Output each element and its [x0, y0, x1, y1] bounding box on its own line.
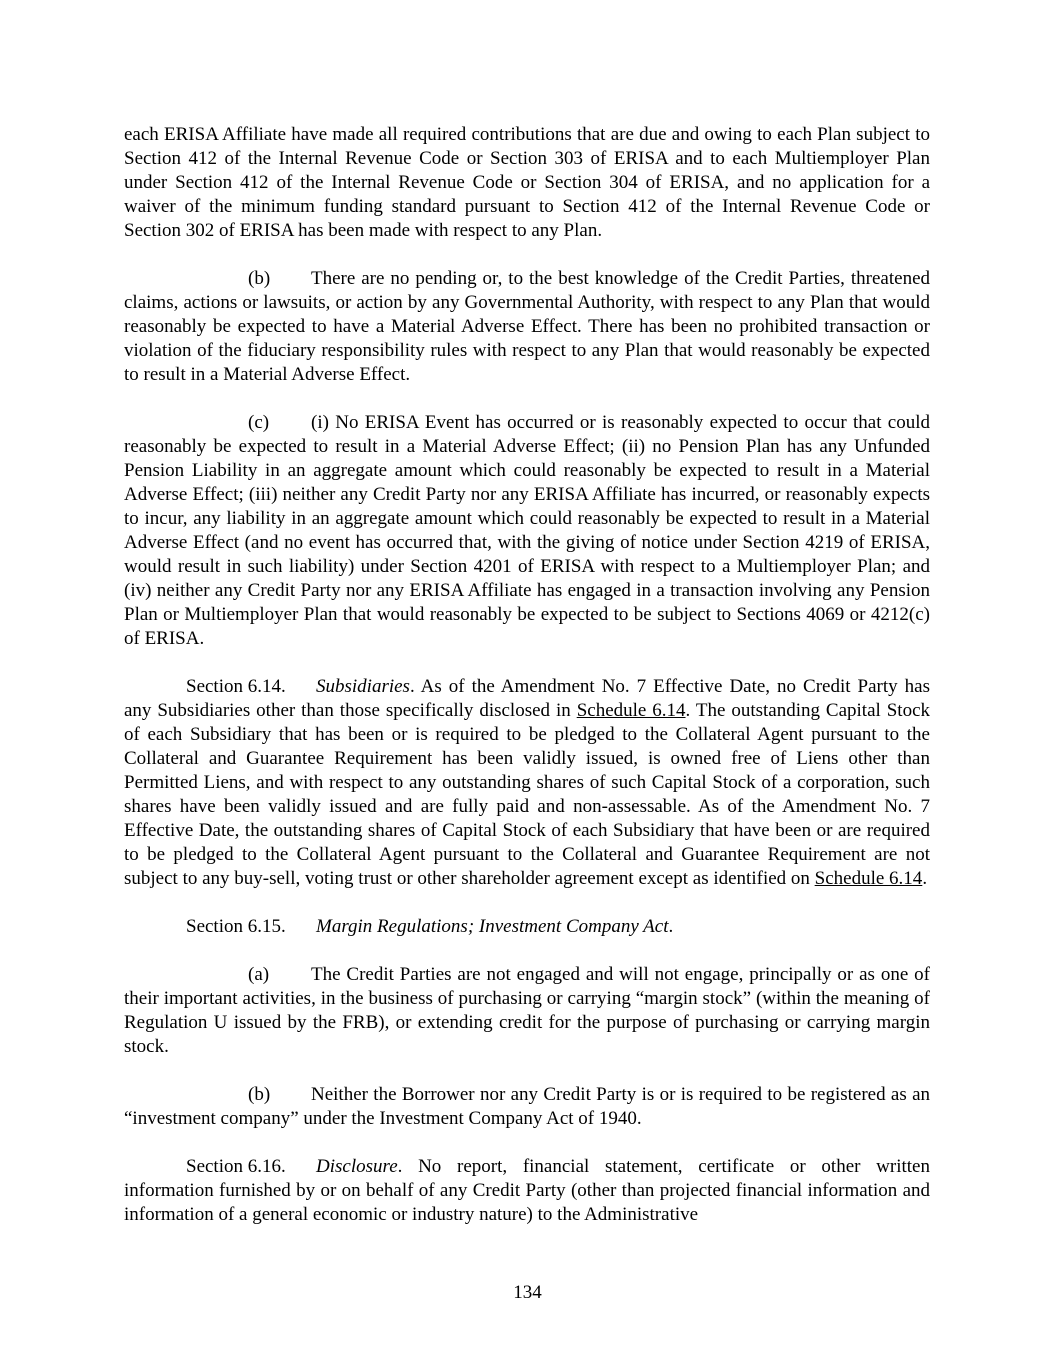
schedule-reference: Schedule 6.14 [814, 868, 923, 889]
document-body [124, 123, 930, 1251]
paragraph-erisa-contributions: each ERISA Affiliate have made all required contributions that are due and owing to each Plan subject to Section 412 of the Internal Revenue Code or Section 303 of ERISA and to each Multiemployer Plan under Section 412 of the Internal Revenue Code or Section 304 of ERISA, and no application for a waiver of the minimum funding standard pursuant to Section 412 of the Internal Revenue Code or Section 302 of ERISA has been made with respect to any Plan. [124, 124, 930, 241]
section-text: . The outstanding Capital Stock of each Subsidiary that has been or is required to be pledged to the Collateral Agent pursuant to the Collateral and Guarantee Requirement has been validly issued, is owned free of Liens other than Permitted Liens, and with respect to any outstanding shares of such Capital Stock of a corporation, such shares have been validly issued and are fully paid and non-assessable. As of the Amendment No. 7 Effective Date, the outstanding shares of Capital Stock of each Subsidiary that have been or are required to be pledged to the Collateral Agent pursuant to the Collateral and Guarantee Requirement are not subject to any buy-sell, voting trust or other shareholder agreement except as identified on [124, 700, 931, 889]
page-number: 134 [513, 1282, 542, 1303]
paragraph-6-13-b [124, 267, 930, 387]
schedule-reference: Schedule 6.14 [576, 700, 686, 721]
section-6-16 [124, 1155, 930, 1227]
section-title: Subsidiaries [316, 676, 410, 697]
clause-label: (c) [248, 412, 270, 433]
section-6-15 [124, 915, 930, 939]
paragraph-6-15-b [124, 1083, 930, 1131]
section-text: . No report, financial statement, certificate or other written information furnished by or on behalf of any Credit Party (other than projected financial information and information of a general economic or industry nature) to the Administrative [124, 1156, 930, 1225]
section-number: Section 6.16. [186, 1156, 286, 1177]
section-number: Section 6.15. [186, 916, 286, 937]
clause-label: (b) [248, 268, 271, 289]
clause-text: The Credit Parties are not engaged and will not engage, principally or as one of their important activities, in the business of purchasing or carrying “margin stock” (within the meaning of Regulation U issued by the FRB), or extending credit for the purpose of purchasing or carrying margin stock. [124, 964, 930, 1057]
paragraph-6-13-c [124, 411, 930, 651]
section-text: . [922, 868, 928, 889]
section-number: Section 6.14. [186, 676, 286, 697]
clause-text: There are no pending or, to the best knowledge of the Credit Parties, threatened claims, actions or lawsuits, or action by any Governmental Authority, with respect to any Plan that would reasonably be expected to have a Material Adverse Effect. There has been no prohibited transaction or violation of the fiduciary responsibility rules with respect to any Plan that would reasonably be expected to result in a Material Adverse Effect. [124, 268, 930, 385]
paragraph-6-15-a [124, 963, 930, 1059]
section-title: Disclosure [316, 1156, 398, 1177]
clause-label: (b) [248, 1084, 271, 1105]
clause-text: (i) No ERISA Event has occurred or is reasonably expected to occur that could reasonably be expected to result in a Material Adverse Effect; (ii) no Pension Plan has any Unfunded Pension Liability in an aggregate amount which could reasonably be expected to result in a Material Adverse Effect; (iii) neither any Credit Party nor any ERISA Affiliate has incurred, or reasonably expects to incur, any liability in an aggregate amount which could reasonably be expected to result in a Material Adverse Effect (and no event has occurred that, with the giving of notice under Section 4219 of ERISA, would result in such liability) under Section 4201 of ERISA with respect to a Multiemployer Plan; and (iv) neither any Credit Party nor any ERISA Affiliate has engaged in a transaction involving any Pension Plan or Multiemployer Plan that would reasonably be expected to be subject to Sections 4069 or 4212(c) of ERISA. [124, 412, 930, 649]
section-6-14 [124, 675, 930, 891]
clause-label: (a) [248, 964, 270, 985]
section-text: . [668, 916, 674, 937]
section-text: . As of the Amendment No. 7 Effective Date, no Credit Party has any Subsidiaries other than those specifically disclosed in [124, 676, 930, 721]
clause-text: Neither the Borrower nor any Credit Party is or is required to be registered as an “investment company” under the Investment Company Act of 1940. [124, 1084, 930, 1129]
section-title: Margin Regulations; Investment Company Act [316, 916, 669, 937]
